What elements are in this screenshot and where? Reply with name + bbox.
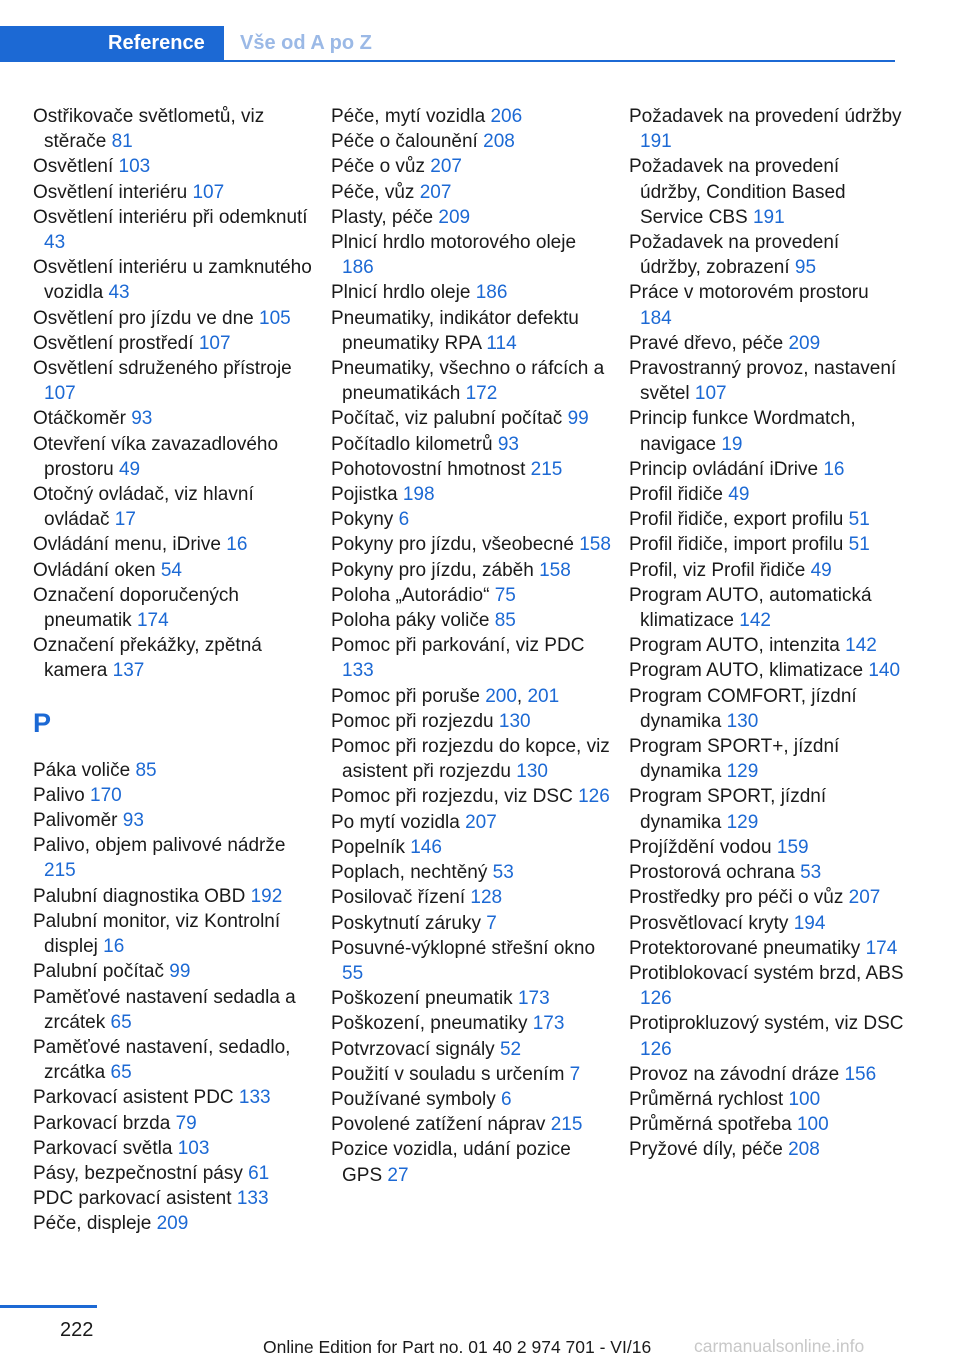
entry-term: Ovládání oken (33, 559, 156, 581)
entry-term: Potvrzovací signály (331, 1038, 495, 1060)
index-entry (629, 1062, 904, 1087)
index-entry (33, 909, 315, 959)
entry-term: Pásy, bezpečnostní pásy (33, 1162, 243, 1184)
entry-term: Parkovací světla (33, 1137, 173, 1159)
entry-term: Páka voliče (33, 759, 131, 781)
entry-term: Program AUTO, automatická klimatizace (629, 584, 872, 632)
page-link[interactable]: 137 (112, 660, 145, 682)
header-rule (0, 60, 895, 62)
entry-term: Profil, viz Profil řidiče (629, 559, 806, 581)
page-link[interactable]: 126 (640, 988, 672, 1010)
index-entry (629, 658, 904, 683)
index-entry (331, 784, 611, 809)
index-entry (331, 1112, 611, 1137)
page-link[interactable]: 198 (402, 484, 435, 506)
page-link[interactable]: 130 (726, 710, 759, 732)
entry-term: Pozice vozidla, udání pozice GPS (331, 1139, 571, 1186)
index-entry (33, 1085, 315, 1110)
entry-term: Pomoc při rozjezdu, viz DSC (331, 786, 573, 808)
entry-term: Profil řidiče (629, 484, 723, 506)
index-entry (33, 154, 315, 179)
page-link[interactable]: 130 (516, 761, 548, 783)
page-link[interactable]: 126 (578, 786, 610, 808)
entry-term: Práce v motorovém prostoru (629, 282, 869, 304)
entry-term: Pravé dřevo, péče (629, 332, 784, 354)
entry-term: Péče, displeje (33, 1213, 152, 1235)
entry-term: Profil řidiče, import profilu (629, 534, 844, 556)
index-entry (331, 104, 611, 129)
page-link[interactable]: 128 (470, 887, 503, 909)
entry-term: Pneumatiky, indikátor defektu pneumatiky RPA (331, 307, 579, 354)
index-entry (629, 835, 904, 860)
index-entry (331, 406, 611, 431)
index-entry (629, 1137, 904, 1162)
index-entry (33, 558, 315, 583)
entry-term: Osvětlení pro jízdu ve dne (33, 307, 254, 329)
index-entry (33, 331, 315, 356)
index-entry (33, 306, 315, 331)
index-entry (331, 154, 611, 179)
entry-term: Plasty, péče (331, 206, 434, 228)
entry-term: Pokyny (331, 509, 394, 531)
page-link[interactable]: 55 (342, 962, 364, 984)
page-link[interactable]: 173 (532, 1013, 565, 1035)
entry-term: PDC parkovací asistent (33, 1188, 232, 1210)
page-link[interactable]: 105 (259, 307, 291, 329)
index-entry (33, 1136, 315, 1161)
index-entry (33, 808, 315, 833)
page-link[interactable]: 7 (486, 912, 497, 934)
index-entry (33, 532, 315, 557)
page-link[interactable]: 27 (387, 1164, 409, 1186)
entry-term: Péče o čalounění (331, 131, 478, 153)
page-link[interactable]: 100 (796, 1114, 829, 1136)
page-link[interactable]: 19 (721, 433, 743, 455)
entry-term: Průměrná spotřeba (629, 1114, 792, 1136)
entry-term: Označení překážky, zpětná kamera (33, 635, 262, 682)
page-link[interactable]: 43 (44, 232, 66, 254)
tab-reference[interactable]: Reference (0, 26, 224, 62)
entry-term: Paměťové nastavení, sedadlo, zrcátka (33, 1036, 291, 1084)
index-entry (629, 911, 904, 936)
index-entry (331, 911, 611, 936)
page-link[interactable]: 103 (177, 1137, 210, 1159)
page-link[interactable]: 85 (135, 759, 157, 781)
entry-term: Označení doporučených pneumatik (33, 584, 239, 632)
entry-term: Počítadlo kilometrů (331, 433, 493, 455)
index-entry (33, 432, 315, 482)
index-entry (33, 783, 315, 808)
page-link[interactable]: 17 (114, 509, 136, 531)
index-entry (629, 583, 904, 633)
index-entry (33, 583, 315, 633)
index-entry (33, 758, 315, 783)
entry-term: Poplach, nechtěný (331, 862, 488, 884)
page-link[interactable]: 107 (198, 332, 231, 354)
entry-term: Prostorová ochrana (629, 862, 795, 884)
page-link[interactable]: 170 (90, 784, 122, 806)
watermark: carmanualsonline.info (694, 1336, 865, 1356)
page-link[interactable]: 6 (501, 1088, 512, 1110)
index-entry (629, 331, 904, 356)
page-link[interactable]: 99 (567, 408, 589, 430)
page-link[interactable]: 191 (640, 131, 672, 153)
entry-term: Plnicí hrdlo oleje (331, 282, 471, 304)
entry-term: Povolené zatížení náprav (331, 1114, 546, 1136)
page-link[interactable]: 43 (108, 282, 130, 304)
tab-all-a-to-z[interactable]: Vše od A po Z (240, 32, 372, 54)
index-entry (331, 280, 611, 305)
page-link[interactable]: 215 (530, 458, 563, 480)
entry-term: Osvětlení (33, 156, 114, 178)
index-entry (33, 1186, 315, 1211)
index-entry (331, 633, 611, 683)
index-entry (629, 684, 904, 734)
entry-term: Projíždění vodou (629, 836, 772, 858)
index-entry (33, 1211, 315, 1236)
page-link[interactable]: 114 (486, 332, 517, 354)
page-link[interactable]: 156 (844, 1063, 877, 1085)
entry-term: Program AUTO, klimatizace (629, 660, 864, 682)
page-link[interactable]: 172 (465, 383, 498, 405)
page-link[interactable]: 54 (160, 559, 182, 581)
footer-rule (0, 1305, 97, 1308)
index-entry (331, 532, 611, 557)
index-entry (33, 1111, 315, 1136)
page-link[interactable]: 191 (752, 206, 785, 228)
page-link[interactable]: 65 (110, 1011, 132, 1033)
entry-term: Pokyny pro jízdu, záběh (331, 559, 534, 581)
index-entry (331, 986, 611, 1011)
entry-term: Palivo, objem palivové nádrže (33, 835, 286, 857)
index-entry (629, 230, 904, 280)
index-entry (629, 1112, 904, 1137)
index-entry (331, 810, 611, 835)
page-link[interactable]: 194 (793, 912, 826, 934)
index-entry (629, 482, 904, 507)
index-entry (629, 885, 904, 910)
entry-term: Průměrná rychlost (629, 1088, 784, 1110)
page-link[interactable]: 174 (865, 937, 898, 959)
index-column-2 (331, 104, 611, 1188)
index-entry (629, 104, 904, 154)
entry-term: Profil řidiče, export profilu (629, 509, 844, 531)
index-entry (331, 230, 611, 280)
index-entry (33, 959, 315, 984)
page-link[interactable]: 130 (498, 710, 531, 732)
page-link[interactable]: 107 (44, 383, 76, 405)
entry-term: Palubní diagnostika OBD (33, 885, 246, 907)
index-entry (629, 154, 904, 230)
page-link[interactable]: 107 (192, 181, 225, 203)
page-link[interactable]: 158 (579, 534, 611, 556)
entry-term: Program SPORT+, jízdní dynamika (629, 736, 840, 783)
page-link[interactable]: 49 (728, 484, 750, 506)
page-link[interactable]: 186 (342, 257, 374, 279)
index-entry (331, 1062, 611, 1087)
index-entry (331, 1011, 611, 1036)
entry-term: Palivoměr (33, 810, 118, 832)
page-link[interactable]: 142 (739, 610, 771, 632)
index-entry (629, 860, 904, 885)
page-link[interactable]: 184 (640, 307, 672, 329)
entry-term: Pomoc při rozjezdu (331, 710, 494, 732)
index-entry (33, 1035, 315, 1085)
page-link[interactable]: 207 (848, 887, 881, 909)
index-entry (629, 734, 904, 784)
page-link[interactable]: 173 (517, 988, 550, 1010)
page-link[interactable]: 52 (499, 1038, 522, 1060)
entry-term: Pokyny pro jízdu, všeobecné (331, 534, 574, 556)
entry-term: Poskytnutí záruky (331, 912, 481, 934)
index-entry (33, 205, 315, 255)
entry-term: Otočný ovládač, viz hlavní ovládač (33, 484, 254, 531)
page-link[interactable]: 49 (810, 559, 832, 581)
index-entry (629, 457, 904, 482)
index-entry (331, 583, 611, 608)
page-link[interactable]: 93 (131, 408, 153, 430)
page-link[interactable]: 207 (419, 181, 452, 203)
entry-term: Osvětlení interiéru u zamknutého vozidla (33, 257, 312, 304)
page-link[interactable]: 7 (569, 1063, 581, 1085)
index-entry (629, 507, 904, 532)
index-entry (331, 734, 611, 784)
index-entry (629, 633, 904, 658)
page-link[interactable]: 208 (788, 1139, 820, 1161)
entry-term: Posilovač řízení (331, 887, 466, 909)
index-entry (33, 833, 315, 883)
page-link[interactable]: 6 (398, 509, 410, 531)
entry-term: Palubní monitor, viz Kontrolní displej (33, 910, 281, 958)
entry-term: Pomoc při poruše (331, 685, 480, 707)
index-entry (629, 406, 904, 456)
entry-term: Princip ovládání iDrive (629, 458, 819, 480)
index-entry (331, 936, 611, 986)
entry-term: Ovládání menu, iDrive (33, 534, 221, 556)
entry-term: Péče o vůz (331, 156, 425, 178)
entry-term: Osvětlení prostředí (33, 332, 194, 354)
index-entry (33, 255, 315, 305)
index-entry (629, 356, 904, 406)
entry-term: Parkovací asistent PDC (33, 1087, 234, 1109)
page-link[interactable]: 95 (794, 257, 817, 279)
page-link[interactable]: 142 (845, 635, 877, 657)
page-link[interactable]: 129 (726, 811, 759, 833)
entry-term: Paměťové nastavení sedadla a zrcátek (33, 986, 296, 1033)
index-entry (331, 457, 611, 482)
page-link[interactable]: 140 (868, 660, 901, 682)
index-entry (331, 432, 611, 457)
entry-term: Protektorované pneumatiky (629, 937, 861, 959)
page-link[interactable]: 53 (800, 862, 822, 884)
index-entry (331, 306, 611, 356)
entry-term: Osvětlení sdruženého přístroje (33, 358, 292, 380)
entry-term: Počítač, viz palubní počítač (331, 408, 563, 430)
section-letter: P (33, 707, 52, 738)
entry-term: Protiblokovací systém brzd, ABS (629, 962, 904, 984)
entry-term: Pomoc při parkování, viz PDC (331, 635, 585, 657)
index-entry (33, 985, 315, 1035)
index-entry (629, 1011, 904, 1061)
index-entry (33, 356, 315, 406)
page-link[interactable]: 53 (492, 862, 514, 884)
page-number: 222 (60, 1319, 94, 1341)
page-link[interactable]: 49 (118, 458, 141, 480)
entry-term: Princip funkce Wordmatch, navigace (629, 408, 856, 455)
index-entry (331, 482, 611, 507)
page-link[interactable]: 215 (550, 1114, 583, 1136)
index-entry (331, 860, 611, 885)
entry-term: Poloha páky voliče (331, 610, 490, 632)
page-link[interactable]: 208 (483, 131, 515, 153)
entry-term: Palubní počítač (33, 961, 164, 983)
page-link[interactable]: 75 (494, 584, 516, 606)
entry-term: Posuvné-výklopné střešní okno (331, 937, 596, 959)
index-entry (629, 280, 904, 330)
index-entry (331, 356, 611, 406)
page-link[interactable]: 61 (248, 1162, 270, 1184)
index-entry (331, 507, 611, 532)
index-entry (331, 129, 611, 154)
page-link[interactable]: 85 (494, 610, 516, 632)
entry-term: Osvětlení interiéru při odemknutí (33, 206, 308, 228)
header-tabbar (0, 26, 895, 62)
index-entry (331, 1087, 611, 1112)
index-entry (629, 961, 904, 1011)
entry-term: Palivo (33, 784, 85, 806)
entry-term: Protiprokluzový systém, viz DSC (629, 1013, 904, 1035)
entry-term: Pravostranný provoz, nastavení světel (629, 358, 897, 405)
entry-term: Pneumatiky, všechno o ráfcích a pneumatikách (331, 358, 605, 405)
entry-term: Po mytí vozidla (331, 811, 460, 833)
index-entry (33, 180, 315, 205)
page-link[interactable]: 133 (236, 1188, 269, 1210)
page-link[interactable]: 174 (136, 610, 169, 632)
entry-term: Plnicí hrdlo motorového oleje (331, 232, 577, 254)
entry-term: Poškození, pneumatiky (331, 1013, 528, 1035)
entry-term: Program COMFORT, jízdní dynamika (629, 685, 857, 732)
page-link[interactable]: 16 (226, 534, 248, 556)
index-entry (629, 532, 904, 557)
index-entry (33, 482, 315, 532)
page-link[interactable]: 209 (438, 206, 471, 228)
page-link[interactable]: 51 (848, 534, 870, 556)
entry-term: Pohotovostní hmotnost (331, 458, 526, 480)
entry-term: Pomoc při rozjezdu do kopce, viz asistent při rozjezdu (331, 736, 610, 783)
entry-term: Péče, mytí vozidla (331, 106, 486, 127)
page-link[interactable]: 103 (118, 156, 151, 178)
page-link[interactable]: 81 (111, 131, 133, 153)
page-link[interactable]: 209 (156, 1213, 189, 1235)
entry-term: Poloha „Autorádio“ (331, 584, 490, 606)
page-link[interactable]: 126 (640, 1038, 672, 1060)
page-link[interactable]: 158 (539, 559, 571, 581)
entry-term: Používané symboly (331, 1088, 496, 1110)
entry-term: Otáčkoměr (33, 408, 126, 430)
page-link[interactable]: 129 (726, 761, 759, 783)
entry-term: Program SPORT, jízdní dynamika (629, 786, 827, 833)
page-link[interactable]: 186 (475, 282, 508, 304)
entry-term: Provoz na závodní dráze (629, 1063, 840, 1085)
entry-term: Péče, vůz (331, 181, 415, 203)
page-link[interactable]: 215 (44, 860, 76, 882)
entry-term: Prosvětlovací kryty (629, 912, 789, 934)
entry-term: Program AUTO, intenzita (629, 635, 840, 657)
entry-term: Požadavek na provedení údržby, Condition Based Service CBS (629, 156, 846, 228)
index-entry (33, 104, 315, 154)
page-link[interactable]: 201 (527, 685, 560, 707)
page-link[interactable]: 79 (175, 1112, 197, 1134)
entry-term: Použití v souladu s určením (331, 1063, 565, 1085)
index-entry (331, 1037, 611, 1062)
index-entry (629, 1087, 904, 1112)
entry-term: Osvětlení interiéru (33, 181, 188, 203)
page-link[interactable]: 51 (848, 509, 870, 531)
entry-term: Popelník (331, 836, 405, 858)
edition-note: Online Edition for Part no. 01 40 2 974 701 - VI/16 (263, 1337, 652, 1357)
index-entry (331, 885, 611, 910)
index-column-3 (629, 104, 904, 1163)
page-link[interactable]: 107 (694, 383, 727, 405)
page-link[interactable]: 207 (430, 156, 462, 178)
entry-term: Otevření víka zavazadlového prostoru (33, 433, 279, 480)
page-link[interactable]: 133 (342, 660, 374, 682)
page-link[interactable]: 209 (788, 332, 821, 354)
page-link[interactable]: 65 (110, 1062, 132, 1084)
index-entry (331, 709, 611, 734)
index-entry (33, 884, 315, 909)
page-link[interactable]: 192 (250, 885, 283, 907)
page-link[interactable]: 146 (410, 836, 442, 858)
page-link[interactable]: 16 (103, 936, 125, 958)
index-entry (629, 558, 904, 583)
page-link[interactable]: 100 (788, 1088, 821, 1110)
index-entry (33, 406, 315, 431)
index-entry (629, 784, 904, 834)
entry-term: Parkovací brzda (33, 1112, 171, 1134)
index-entry: Pomoc při poruše 200, 201 (331, 685, 560, 707)
index-column-1 (33, 104, 315, 1237)
entry-term: Pojistka (331, 484, 398, 506)
entry-term: Požadavek na provedení údržby, zobrazení (629, 232, 840, 279)
page-link[interactable]: 159 (776, 836, 809, 858)
page-link[interactable]: 200 (485, 685, 517, 707)
index-entry (331, 835, 611, 860)
entry-term: Poškození pneumatik (331, 988, 513, 1010)
page-link[interactable]: 93 (122, 810, 144, 832)
entry-term: Ostřikovače světlometů, viz stěrače (33, 106, 265, 153)
index-entry (331, 180, 611, 205)
page-link[interactable]: 16 (823, 458, 845, 480)
entry-term: Prostředky pro péči o vůz (629, 887, 844, 909)
page-link[interactable]: 206 (490, 106, 523, 127)
index-entry (33, 633, 315, 683)
page-link[interactable]: 93 (497, 433, 519, 455)
index-entry (331, 608, 611, 633)
page-link[interactable]: 99 (169, 961, 191, 983)
index-entry (331, 1137, 611, 1187)
index-entry (331, 205, 611, 230)
index-entry (629, 936, 904, 961)
page-link[interactable]: 207 (465, 811, 497, 833)
index-entry (33, 1161, 315, 1186)
entry-term: Požadavek na provedení údržby (629, 106, 902, 127)
page-link[interactable]: 133 (238, 1087, 271, 1109)
entry-term: Pryžové díly, péče (629, 1139, 783, 1161)
index-entry (331, 558, 611, 583)
